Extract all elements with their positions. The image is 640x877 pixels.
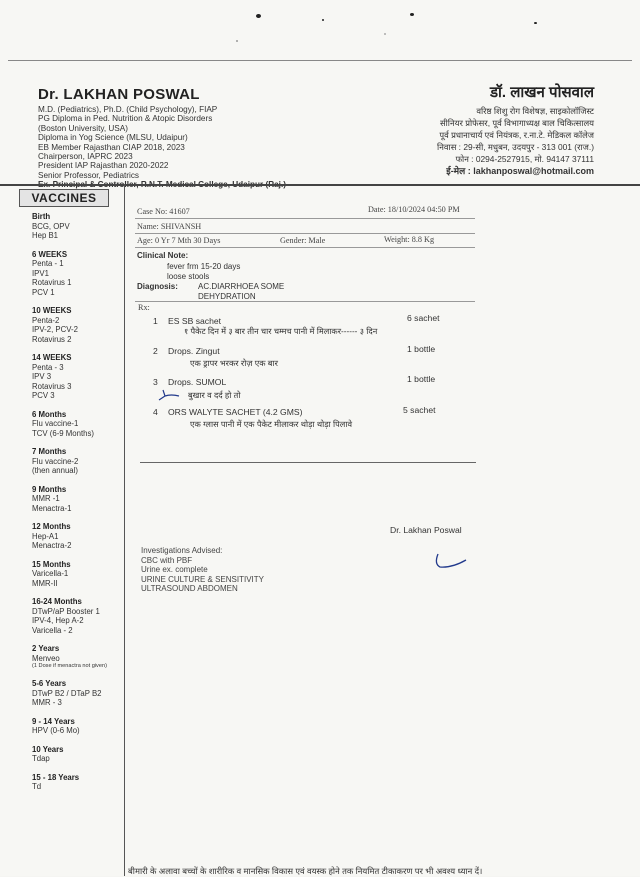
rx-end-rule [140,462,476,463]
vaccine-age-heading: 2 Years [32,644,60,653]
vaccine-item: PCV 1 [32,287,55,297]
hindi-line: फोन : 0294-2527915, मो. 94147 37111 [455,154,594,164]
vaccine-item: DTwP/aP Booster 1 [32,606,100,616]
patient-weight: Weight: 8.8 Kg [384,235,435,244]
patient-age: Age: 0 Yr 7 Mth 30 Days [137,236,221,245]
qualification-line: Senior Professor, Pediatrics [38,170,140,180]
investigation-item: ULTRASOUND ABDOMEN [141,584,238,594]
qualification-line: Diploma in Yog Science (MLSU, Udaipur) [38,133,188,143]
vaccine-item: Penta - 3 [32,362,64,372]
qualification-line: PG Diploma in Ped. Nutrition & Atopic Disorders [38,114,213,124]
vaccine-group [32,773,124,792]
rx-item-instruction: एक ग्लास पानी में एक पैकेट मीलाकर थोड़ा थोड़ा पिलावे [190,420,353,429]
vaccine-item: Menveo [32,653,60,663]
vaccine-age-heading: 7 Months [32,447,67,456]
vaccine-age-heading: 6 Months [32,409,67,419]
hindi-line: वरिष्ठ शिशु रोग विशेषज्ञ, साइकोलॉजिस्ट [476,106,594,116]
vaccine-group [32,410,124,439]
rx-item-name: ES SB sachet [168,316,222,326]
rx-item-number: 3 [153,377,158,387]
diagnosis-line: DEHYDRATION [198,292,256,301]
doctor-name-hindi: डॉ. लाखन पोसवाल [489,84,594,101]
header-top-rule [8,60,632,61]
footer-note: बीमारी के अलावा बच्चों के शारीरिक व मानसिक विकास एवं वयस्क होने तक नियमित टीकाकरण पर भी अवश्य ध्यान दें। [128,866,483,876]
vaccine-item: Penta-2 [32,315,60,325]
vaccine-item: (1 Dose if menactra not given) [32,663,107,669]
sidebar-divider [124,184,125,876]
rx-item-number: 1 [153,316,158,326]
vaccine-item: Hep B1 [32,231,59,240]
vaccine-item: Varicella - 2 [32,625,73,635]
vaccine-age-heading: 15 - 18 Years [32,772,80,782]
vaccine-group [32,306,124,344]
investigation-item: Urine ex. complete [141,565,208,575]
vaccine-item: Hep-A1 [32,531,59,541]
vaccine-group [32,522,124,551]
age-underline [135,247,475,248]
vaccine-age-heading: Birth [32,212,51,221]
rx-item-name: Drops. Zingut [168,346,220,356]
hindi-line: निवास : 29-सी, मधुबन, उदयपुर - 313 001 (राज.) [437,142,594,152]
vaccine-age-heading: 10 Years [32,744,64,754]
vaccine-item: Flu vaccine-2 [32,456,79,466]
vaccine-group [32,717,124,736]
investigations-label: Investigations Advised: [141,546,223,555]
vaccine-group [32,644,124,670]
vaccine-item: MMR - 3 [32,698,62,707]
diagnosis-line: AC.DIARRHOEA SOME [198,282,285,291]
vaccine-item: IPV-4, Hep A-2 [32,616,84,625]
rx-item-instruction: बुखार व दर्द हो तो [188,391,241,400]
hindi-line: पूर्व प्रधानाचार्य एवं नियंत्रक, र.ना.टे. मेडिकल कॉलेज [439,130,594,140]
doctor-signature-name: Dr. Lakhan Poswal [390,525,462,535]
header-hindi [334,82,594,177]
vaccine-item: Rotavirus 3 [32,381,72,391]
vaccine-age-heading: 10 WEEKS [32,306,72,315]
vaccine-item: Flu vaccine-1 [32,419,79,428]
email-line: ई-मेल : lakhanposwal@hotmail.com [446,166,594,176]
rx-item-name: ORS WALYTE SACHET (4.2 GMS) [168,407,303,417]
vaccine-group [32,679,124,708]
clinical-note-line: loose stools [167,272,210,281]
investigation-item: URINE CULTURE & SENSITIVITY [141,574,264,584]
vaccine-item: Tdap [32,754,50,763]
name-underline [135,233,475,234]
patient-gender: Gender: Male [280,236,326,245]
vaccine-item: MMR-II [32,578,58,588]
handwritten-signature [432,550,472,572]
rx-item-instruction: एक ड्रापर भरकर रोज़ एक बार [190,359,278,368]
qualification-line: (Boston University, USA) [38,123,128,133]
vaccine-group [32,560,124,589]
rx-item-quantity: 6 sachet [407,313,440,323]
vaccine-sidebar [0,184,124,876]
visit-date: Date: 18/10/2024 04:50 PM [368,205,460,214]
clinical-note-line: fever frm 15-20 days [167,262,241,271]
vaccines-title: VACCINES [19,189,109,207]
vaccine-item: DTwP B2 / DTaP B2 [32,688,102,698]
vaccine-item: MMR -1 [32,494,60,503]
vaccine-age-heading: 14 WEEKS [32,353,72,362]
vaccine-group [32,353,124,401]
vaccine-group [32,447,124,476]
vaccine-age-heading: 9 Months [32,484,67,494]
rx-item-quantity: 1 bottle [407,374,436,384]
vaccine-item: BCG, OPV [32,221,70,231]
vaccine-age-heading: 9 - 14 Years [32,716,75,726]
vaccine-item: Menactra-1 [32,503,72,513]
vaccine-list [32,212,124,801]
vaccine-age-heading: 15 Months [32,559,71,569]
clinical-note-label: Clinical Note: [137,251,189,260]
handwritten-tick-mark [157,388,187,404]
vaccine-item: Rotavirus 1 [32,278,72,287]
vaccine-age-heading: 6 WEEKS [32,249,68,259]
vaccine-item: Td [32,782,42,791]
vaccine-age-heading: 5-6 Years [32,679,67,688]
doctor-name: Dr. LAKHAN POSWAL [38,86,200,103]
diagnosis-underline [135,301,475,302]
vaccine-group [32,597,124,635]
vaccine-item: IPV-2, PCV-2 [32,325,78,334]
qualification-line: M.D. (Pediatrics), Ph.D. (Child Psychology), FIAP [38,105,218,114]
case-underline [135,218,475,219]
vaccine-item: Rotavirus 2 [32,334,72,344]
investigations-block [141,546,264,594]
diagnosis-label: Diagnosis: [137,282,178,291]
rx-item-quantity: 1 bottle [407,344,436,354]
case-number: Case No: 41607 [137,207,190,216]
vaccine-age-heading: 16-24 Months [32,597,82,606]
rx-item-name: Drops. SUMOL [168,377,227,387]
vaccine-item: (then annual) [32,466,78,475]
vaccine-item: Menactra-2 [32,541,72,550]
rx-item-number: 4 [153,407,158,417]
vaccine-item: IPV 3 [32,372,52,381]
rx-item-instruction: १ पैकेट दिन में ३ बार तीन चार चम्मच पानी में मिलाकर------ ३ दिन [184,327,378,336]
vaccine-item: HPV (0-6 Mo) [32,726,80,735]
vaccine-item: PCV 3 [32,391,55,400]
rx-item-quantity: 5 sachet [403,405,436,415]
vaccine-item: Penta - 1 [32,259,64,268]
vaccine-group [32,485,124,514]
qualification-line: President IAP Rajasthan 2020-2022 [38,161,169,171]
rx-item-number: 2 [153,346,158,356]
vaccine-item: Varicella-1 [32,569,69,578]
investigation-item: CBC with PBF [141,555,193,565]
header-english [38,86,368,190]
vaccine-group [32,250,124,298]
qualification-line: EB Member Rajasthan CIAP 2018, 2023 [38,142,185,152]
vaccine-group [32,212,124,241]
vaccine-group [32,745,124,764]
hindi-line: सीनियर प्रोफेसर, पूर्व विभागाध्यक्ष बाल चिकित्सालय [439,118,594,128]
patient-name: Name: SHIVANSH [137,222,202,231]
qualification-line: Chairperson, IAPRC 2023 [38,152,133,162]
vaccine-item: IPV1 [32,268,49,278]
vaccine-age-heading: 12 Months [32,522,71,531]
rx-label: Rx: [138,303,150,312]
vaccine-item: TCV (6-9 Months) [32,428,94,438]
